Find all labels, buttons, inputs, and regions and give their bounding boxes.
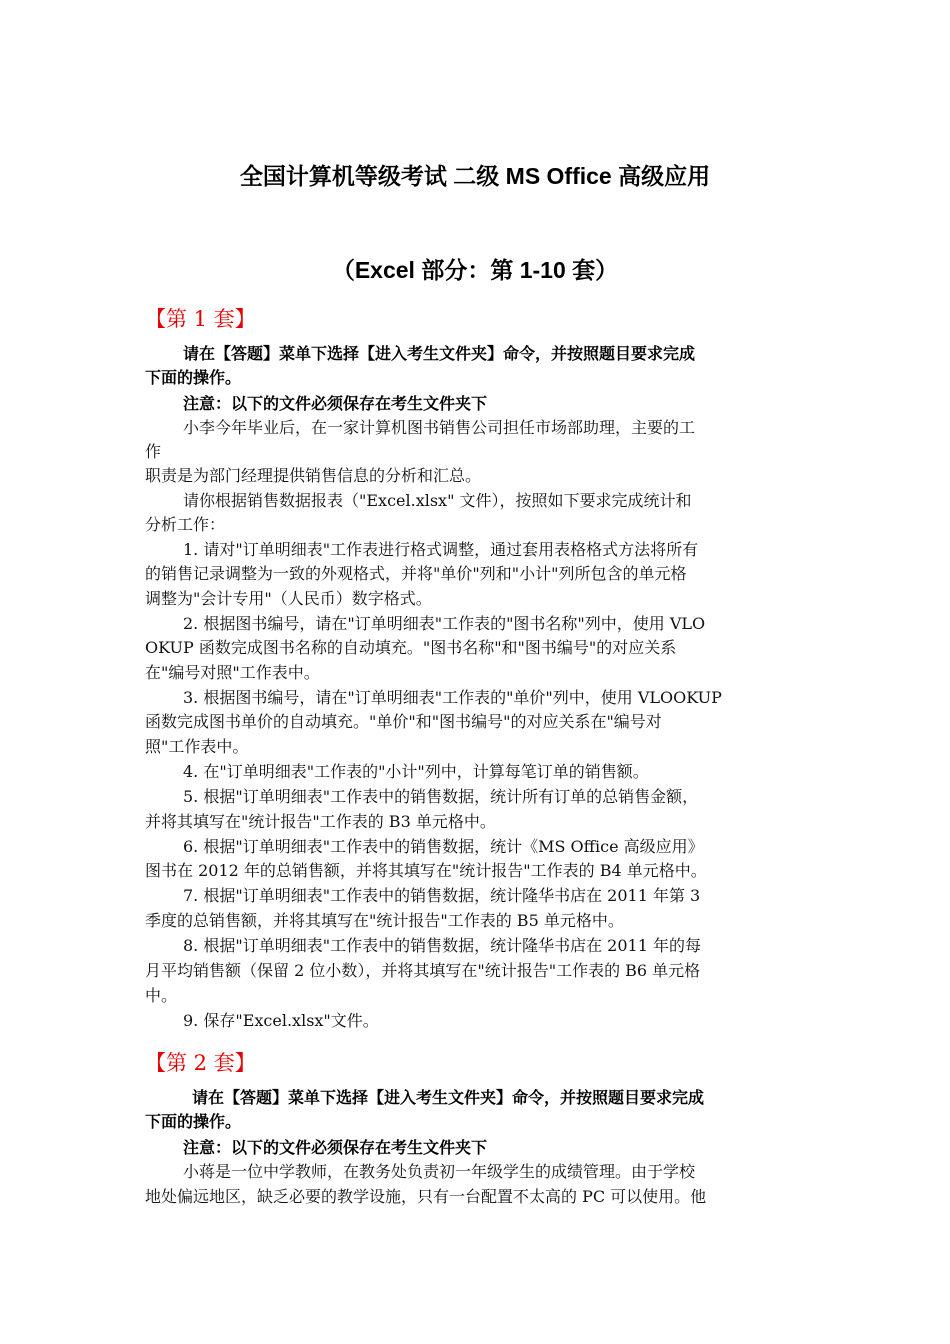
body-line: 地处偏远地区，缺乏必要的教学设施，只有一台配置不太高的 PC 可以使用。他 — [145, 1187, 707, 1206]
body-line: 请你根据销售数据报表（"Excel.xlsx" 文件），按照如下要求完成统计和 — [183, 491, 692, 510]
body-line: 4. 在"订单明细表"工作表的"小计"列中，计算每笔订单的销售额。 — [183, 762, 649, 781]
body-line: 小李今年毕业后，在一家计算机图书销售公司担任市场部助理，主要的工 — [183, 418, 696, 437]
body-line: 在"编号对照"工作表中。 — [145, 663, 320, 682]
body-line: 5. 根据"订单明细表"工作表中的销售数据，统计所有订单的总销售金额， — [183, 787, 699, 806]
body-line: 6. 根据"订单明细表"工作表中的销售数据，统计《MS Office 高级应用》 — [183, 837, 704, 856]
note-line: 注意：以下的文件必须保存在考生文件夹下 — [183, 1138, 488, 1157]
instruction-line: 请在【答题】菜单下选择【进入考生文件夹】命令，并按照题目要求完成 — [183, 344, 696, 363]
body-line: 并将其填写在"统计报告"工作表的 B3 单元格中。 — [145, 812, 496, 831]
body-line: 图书在 2012 年的总销售额，并将其填写在"统计报告"工作表的 B4 单元格中。 — [145, 861, 707, 880]
body-line: OKUP 函数完成图书名称的自动填充。"图书名称"和"图书编号"的对应关系 — [145, 638, 677, 657]
body-line: 分析工作： — [145, 515, 226, 534]
body-line: 季度的总销售额，并将其填写在"统计报告"工作表的 B5 单元格中。 — [145, 911, 624, 930]
body-line: 中。 — [145, 986, 178, 1005]
instruction-line: 下面的操作。 — [145, 1112, 242, 1131]
set-heading: 【第 1 套】 — [145, 307, 256, 331]
note-line: 注意：以下的文件必须保存在考生文件夹下 — [183, 394, 488, 413]
body-line: 调整为"会计专用"（人民币）数字格式。 — [145, 589, 432, 608]
body-line: 照"工作表中。 — [145, 737, 249, 756]
body-line: 的销售记录调整为一致的外观格式，并将"单价"列和"小计"列所包含的单元格 — [145, 564, 687, 583]
body-line: 月平均销售额（保留 2 位小数），并将其填写在"统计报告"工作表的 B6 单元格 — [145, 961, 701, 980]
body-line: 小蒋是一位中学教师，在教务处负责初一年级学生的成绩管理。由于学校 — [183, 1162, 696, 1181]
body-line: 9. 保存"Excel.xlsx"文件。 — [183, 1011, 379, 1030]
set-heading: 【第 2 套】 — [145, 1051, 256, 1075]
body-line: 2. 根据图书编号，请在"订单明细表"工作表的"图书名称"列中，使用 VLO — [183, 614, 706, 633]
instruction-line: 下面的操作。 — [145, 368, 242, 387]
body-line: 8. 根据"订单明细表"工作表中的销售数据，统计隆华书店在 2011 年的每 — [183, 936, 701, 955]
body-line: 作 — [145, 442, 162, 461]
body-line: 3. 根据图书编号，请在"订单明细表"工作表的"单价"列中，使用 VLOOKUP — [183, 688, 722, 707]
instruction-line: 请在【答题】菜单下选择【进入考生文件夹】命令，并按照题目要求完成 — [192, 1088, 705, 1107]
body-line: 职责是为部门经理提供销售信息的分析和汇总。 — [145, 466, 482, 485]
body-line: 函数完成图书单价的自动填充。"单价"和"图书编号"的对应关系在"编号对 — [145, 712, 662, 731]
body-line: 1. 请对"订单明细表"工作表进行格式调整，通过套用表格格式方法将所有 — [183, 540, 699, 559]
document-title: 全国计算机等级考试 二级 MS Office 高级应用 — [239, 163, 711, 189]
body-line: 7. 根据"订单明细表"工作表中的销售数据，统计隆华书店在 2011 年第 3 — [183, 886, 701, 905]
document-subtitle: （Excel 部分：第 1-10 套） — [331, 257, 619, 283]
